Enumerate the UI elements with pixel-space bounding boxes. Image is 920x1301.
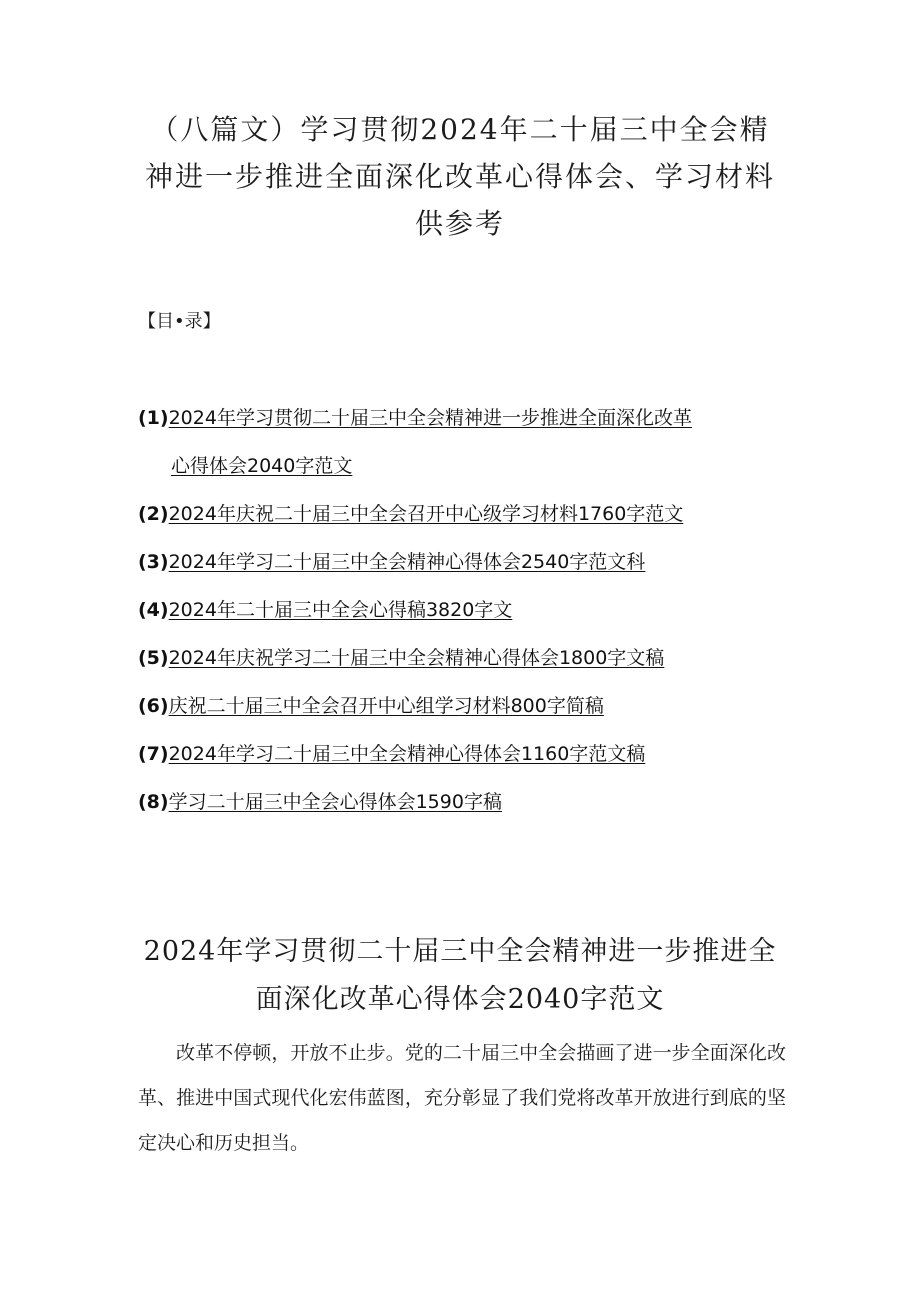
toc-heading: 【目•录】 bbox=[138, 311, 221, 332]
toc-item-3[interactable] bbox=[138, 548, 838, 576]
toc-item-number: (3) bbox=[138, 551, 169, 573]
toc-item-number: (4) bbox=[138, 599, 169, 621]
document-title bbox=[0, 106, 920, 247]
toc-item-link[interactable]: 2024年庆祝学习二十届三中全会精神心得体会1800字文稿 bbox=[168, 647, 665, 669]
toc-item-number: (7) bbox=[138, 743, 169, 765]
toc-item-number: (1) bbox=[138, 407, 169, 429]
toc-item-link[interactable]: 2024年学习贯彻二十届三中全会精神进一步推进全面深化改革 bbox=[168, 407, 692, 429]
toc-item-number: (8) bbox=[138, 791, 169, 813]
toc-item-link[interactable]: 2024年学习二十届三中全会精神心得体会2540字范文科 bbox=[168, 551, 646, 573]
document-title-line-2: 神进一步推进全面深化改革心得体会、学习材料 bbox=[144, 160, 775, 193]
toc-item-2[interactable] bbox=[138, 500, 838, 528]
article-title bbox=[0, 928, 920, 1024]
article-title-line-2: 面深化改革心得体会2040字范文 bbox=[255, 984, 665, 1015]
toc-item-number: (2) bbox=[138, 503, 169, 525]
toc-item-link[interactable]: 学习二十届三中全会心得体会1590字稿 bbox=[168, 791, 502, 813]
table-of-contents bbox=[138, 404, 838, 816]
toc-item-5[interactable] bbox=[138, 644, 838, 672]
toc-item-4[interactable] bbox=[138, 596, 838, 624]
document-title-line-1: （八篇文）学习贯彻2024年二十届三中全会精 bbox=[150, 113, 770, 146]
toc-item-link[interactable]: 2024年二十届三中全会心得稿3820字文 bbox=[168, 599, 513, 621]
article-paragraph: 改革不停顿，开放不止步。党的二十届三中全会描画了进一步全面深化改革、推进中国式现代化宏伟蓝图，充分彰显了我们党将改革开放进行到底的坚定决心和历史担当。 bbox=[138, 1042, 786, 1154]
document-title-line-3: 供参考 bbox=[414, 207, 505, 240]
toc-item-link[interactable]: 2024年学习二十届三中全会精神心得体会1160字范文稿 bbox=[168, 743, 646, 765]
toc-item-6[interactable] bbox=[138, 692, 838, 720]
article-title-line-1: 2024年学习贯彻二十届三中全会精神进一步推进全 bbox=[143, 936, 777, 967]
toc-item-number: (6) bbox=[138, 695, 169, 717]
toc-item-link[interactable]: 庆祝二十届三中全会召开中心组学习材料800字简稿 bbox=[168, 695, 604, 717]
toc-item-1[interactable] bbox=[138, 404, 838, 480]
toc-item-link[interactable]: 2024年庆祝二十届三中全会召开中心级学习材料1760字范文 bbox=[168, 503, 684, 525]
toc-item-8[interactable] bbox=[138, 788, 838, 816]
toc-item-link-continuation[interactable]: 心得体会2040字范文 bbox=[171, 455, 353, 477]
toc-item-number: (5) bbox=[138, 647, 169, 669]
toc-item-7[interactable] bbox=[138, 740, 838, 768]
